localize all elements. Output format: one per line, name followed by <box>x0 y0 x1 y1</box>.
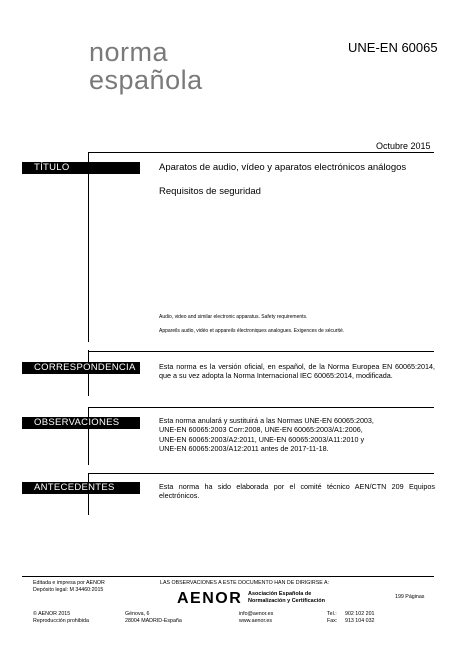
tel-label: Tel.: <box>327 611 337 617</box>
aenor-association-line: Asociación Española de <box>248 591 312 597</box>
document-subtitle: Requisitos de seguridad <box>159 186 261 197</box>
aenor-association <box>248 591 325 604</box>
correspondencia-text: Esta norma es la versión oficial, en español, de la Norma Europea EN 60065:2014, que a su vez adopta la Norma Internacional IEC 60065:2014, modificada. <box>159 362 435 381</box>
aenor-association-line: Normalización y Certificación <box>248 597 326 604</box>
observaciones-line: Esta norma anulará y sustituirá a las Normas UNE-EN 60065:2003, <box>159 416 374 425</box>
publication-date: Octubre 2015 <box>376 141 431 151</box>
french-title: Appareils audio, vidéo et appareils électroniques analogues. Exigences de sécurité. <box>159 328 345 334</box>
reproduction-notice: Reproducción prohibida <box>33 618 89 624</box>
logo-espanola: española <box>89 65 203 95</box>
aenor-logo: AENOR <box>177 590 243 607</box>
copyright: © AENOR 2015 <box>33 611 71 617</box>
address-city: 28004 MADRID-España <box>125 618 182 624</box>
observaciones-line: UNE-EN 60065:2003/A2:2011, UNE-EN 60065:2003/A11:2010 y <box>159 434 365 444</box>
web-link[interactable]: www.aenor.es <box>239 618 272 624</box>
titulo-rule <box>88 152 434 153</box>
english-title: Audio, video and similar electronic apparatus. Safety requirements. <box>159 314 308 320</box>
observaciones-rule <box>88 407 434 408</box>
document-title: Aparatos de audio, vídeo y aparatos electrónicos análogos <box>159 162 407 173</box>
vertical-rule-antecedentes <box>88 473 89 515</box>
vertical-rule-titulo <box>88 152 89 342</box>
correspondencia-rule <box>88 351 434 352</box>
observaciones-line: UNE-EN 60065:2003/A12:2011 antes de 2017-11-18. <box>159 443 329 453</box>
fax-number: 913 104 032 <box>345 618 375 624</box>
observaciones-line: UNE-EN 60065:2003 Corr:2008, UNE-EN 60065:2003/A1:2006, <box>159 425 363 435</box>
deposito-legal: Depósito legal: M 34460:2015 <box>33 587 104 593</box>
contact-notice: LAS OBSERVACIONES A ESTE DOCUMENTO HAN DE DIRIGIRSE A: <box>160 580 329 586</box>
logo-norma: norma <box>89 37 169 67</box>
titulo-label: TÍTULO <box>22 162 140 174</box>
antecedentes-text: Esta norma ha sido elaborada por el comité técnico AEN/CTN 209 Equipos electrónicos. <box>159 482 435 501</box>
footer-rule <box>22 576 434 577</box>
edited-by: Editada e impresa por AENOR <box>33 580 105 586</box>
fax-label: Fax: <box>327 618 338 624</box>
correspondencia-label: CORRESPONDENCIA <box>22 362 140 374</box>
standard-code: UNE-EN 60065 <box>348 40 438 55</box>
vertical-rule-observaciones <box>88 407 89 465</box>
antecedentes-rule <box>88 473 434 474</box>
antecedentes-label: ANTECEDENTES <box>22 482 140 494</box>
address-street: Génova, 6 <box>125 611 150 617</box>
observaciones-text <box>159 416 435 453</box>
observaciones-label: OBSERVACIONES <box>22 417 140 429</box>
email-link[interactable]: info@aenor.es <box>239 611 274 617</box>
tel-number: 902 102 201 <box>345 611 375 617</box>
page-count: 199 Páginas <box>395 594 425 600</box>
